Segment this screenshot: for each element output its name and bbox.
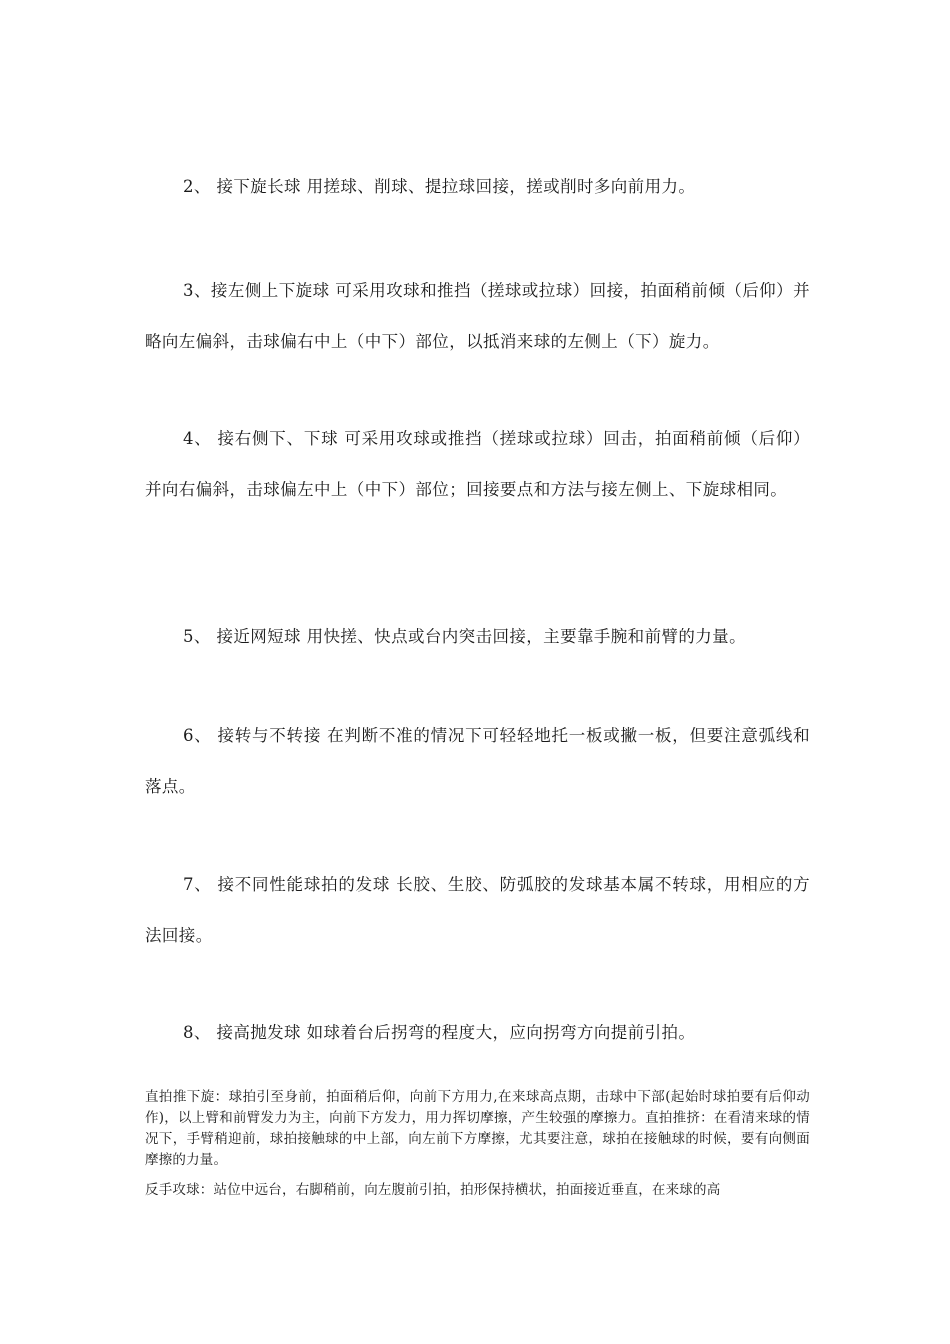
paragraph-2: 2、 接下旋长球 用搓球、削球、提拉球回接，搓或削时多向前用力。 [183, 177, 696, 196]
paragraph-4: 4、 接右侧下、下球 可采用攻球或推挡（搓球或拉球）回击，拍面稍前倾（后仰）并向右偏斜，击球偏左中上（中下）部位；回接要点和方法与接左侧上、下旋球相同。 [145, 429, 810, 499]
paragraph-3: 3、接左侧上下旋球 可采用攻球和推挡（搓球或拉球）回接，拍面稍前倾（后仰）并略向左偏斜，击球偏右中上（中下）部位，以抵消来球的左侧上（下）旋力。 [145, 281, 810, 351]
note-backhand-attack: 反手攻球：站位中远台，右脚稍前，向左腹前引拍，拍形保持横状，拍面接近垂直，在来球的高 [145, 1182, 721, 1198]
note-straight-grip-push: 直拍推下旋：球拍引至身前，拍面稍后仰，向前下方用力,在来球高点期，击球中下部(起始时球拍要有后仰动作)，以上臂和前臂发力为主，向前下方发力，用力挥切摩擦，产生较强的摩擦力。直拍推挤：在看清来球的情况下，手臂稍迎前，球拍接触球的中上部，向左前下方摩擦，尤其要注意，球拍在接触球的时候，要有向侧面摩擦的力量。 [145, 1089, 810, 1168]
paragraph-5: 5、 接近网短球 用快搓、快点或台内突击回接，主要靠手腕和前臂的力量。 [183, 627, 746, 646]
paragraph-8: 8、 接高抛发球 如球着台后拐弯的程度大，应向拐弯方向提前引拍。 [183, 1023, 696, 1042]
paragraph-7: 7、 接不同性能球拍的发球 长胶、生胶、防弧胶的发球基本属不转球，用相应的方法回接。 [145, 875, 810, 945]
paragraph-6: 6、 接转与不转接 在判断不准的情况下可轻轻地托一板或撇一板，但要注意弧线和落点。 [145, 726, 810, 796]
